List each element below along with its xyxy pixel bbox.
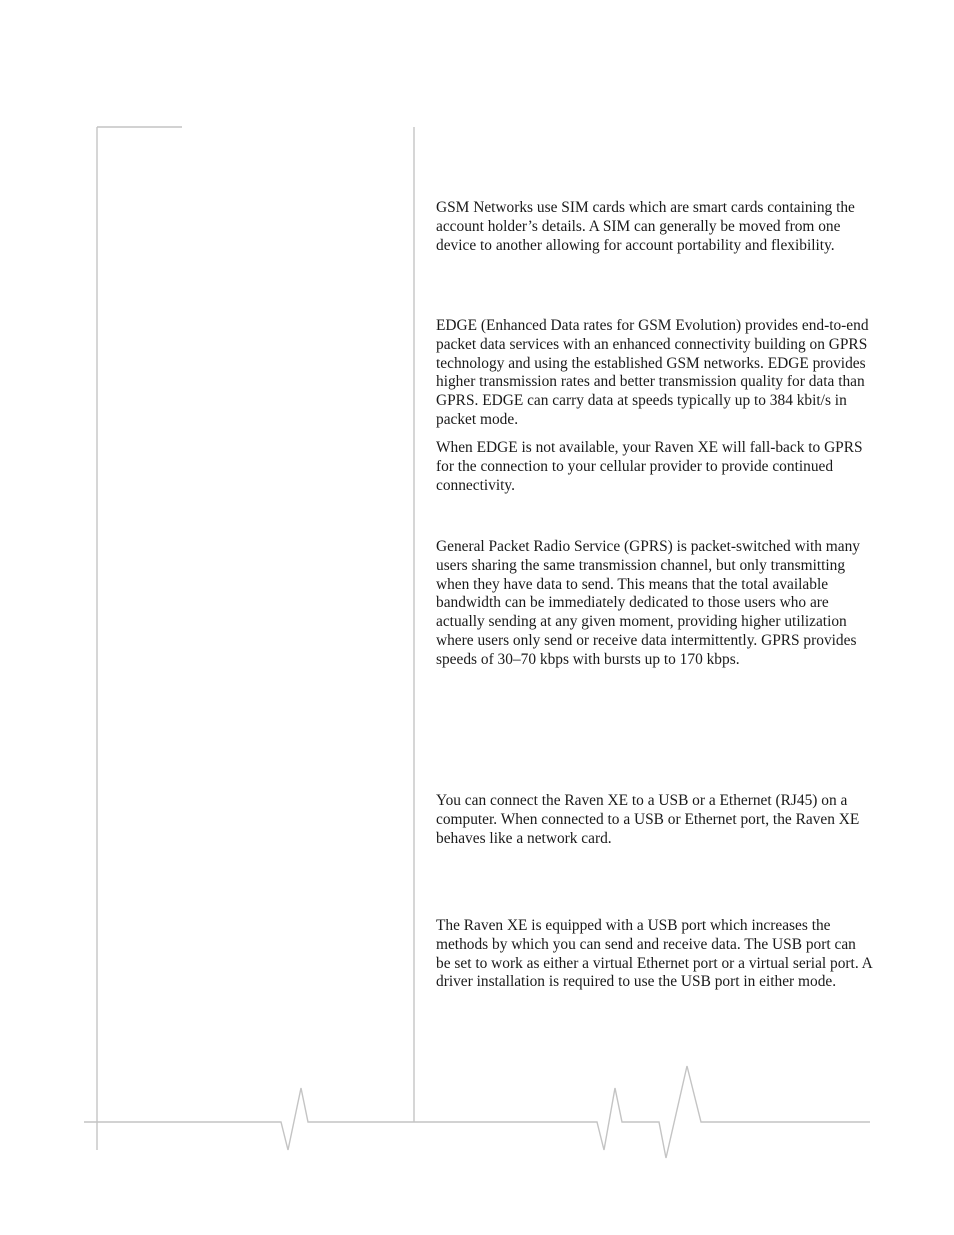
usb-port-paragraph: The Raven XE is equipped with a USB port which increases the methods by which you can send and receive data. The USB port can be set to work as either a virtual Ethernet port or a virtual serial port. A driver installation is required to use the USB port in either mode.: [436, 917, 872, 991]
footer-pulse-line: [84, 1066, 870, 1158]
gprs-description-paragraph: General Packet Radio Service (GPRS) is packet-switched with many users sharing the same transmission channel, but only transmitting when they have data to send. This means that the total available bandwidth can be immediately dedicated to those users who are actually sending at any given moment, providing higher utilization where users only send or receive data intermittently. GPRS provides speeds of 30–70 kbps with bursts up to 170 kbps.: [436, 538, 860, 668]
edge-fallback-paragraph: When EDGE is not available, your Raven XE will fall-back to GPRS for the connection to your cellular provider to provide continued connectivity.: [436, 439, 863, 494]
gsm-sim-paragraph: GSM Networks use SIM cards which are smart cards containing the account holder’s details. A SIM can generally be moved from one device to another allowing for account portability and flexibility.: [436, 199, 855, 254]
edge-description-paragraph: EDGE (Enhanced Data rates for GSM Evolution) provides end-to-end packet data services with an enhanced connectivity building on GPRS technology and using the established GSM networks. EDGE provides higher transmission rates and better transmission quality for data than GPRS. EDGE can carry data at speeds typically up to 384 kbit/s in packet mode.: [436, 317, 869, 428]
connection-paragraph: You can connect the Raven XE to a USB or a Ethernet (RJ45) on a computer. When connected to a USB or Ethernet port, the Raven XE behaves like a network card.: [436, 792, 860, 847]
